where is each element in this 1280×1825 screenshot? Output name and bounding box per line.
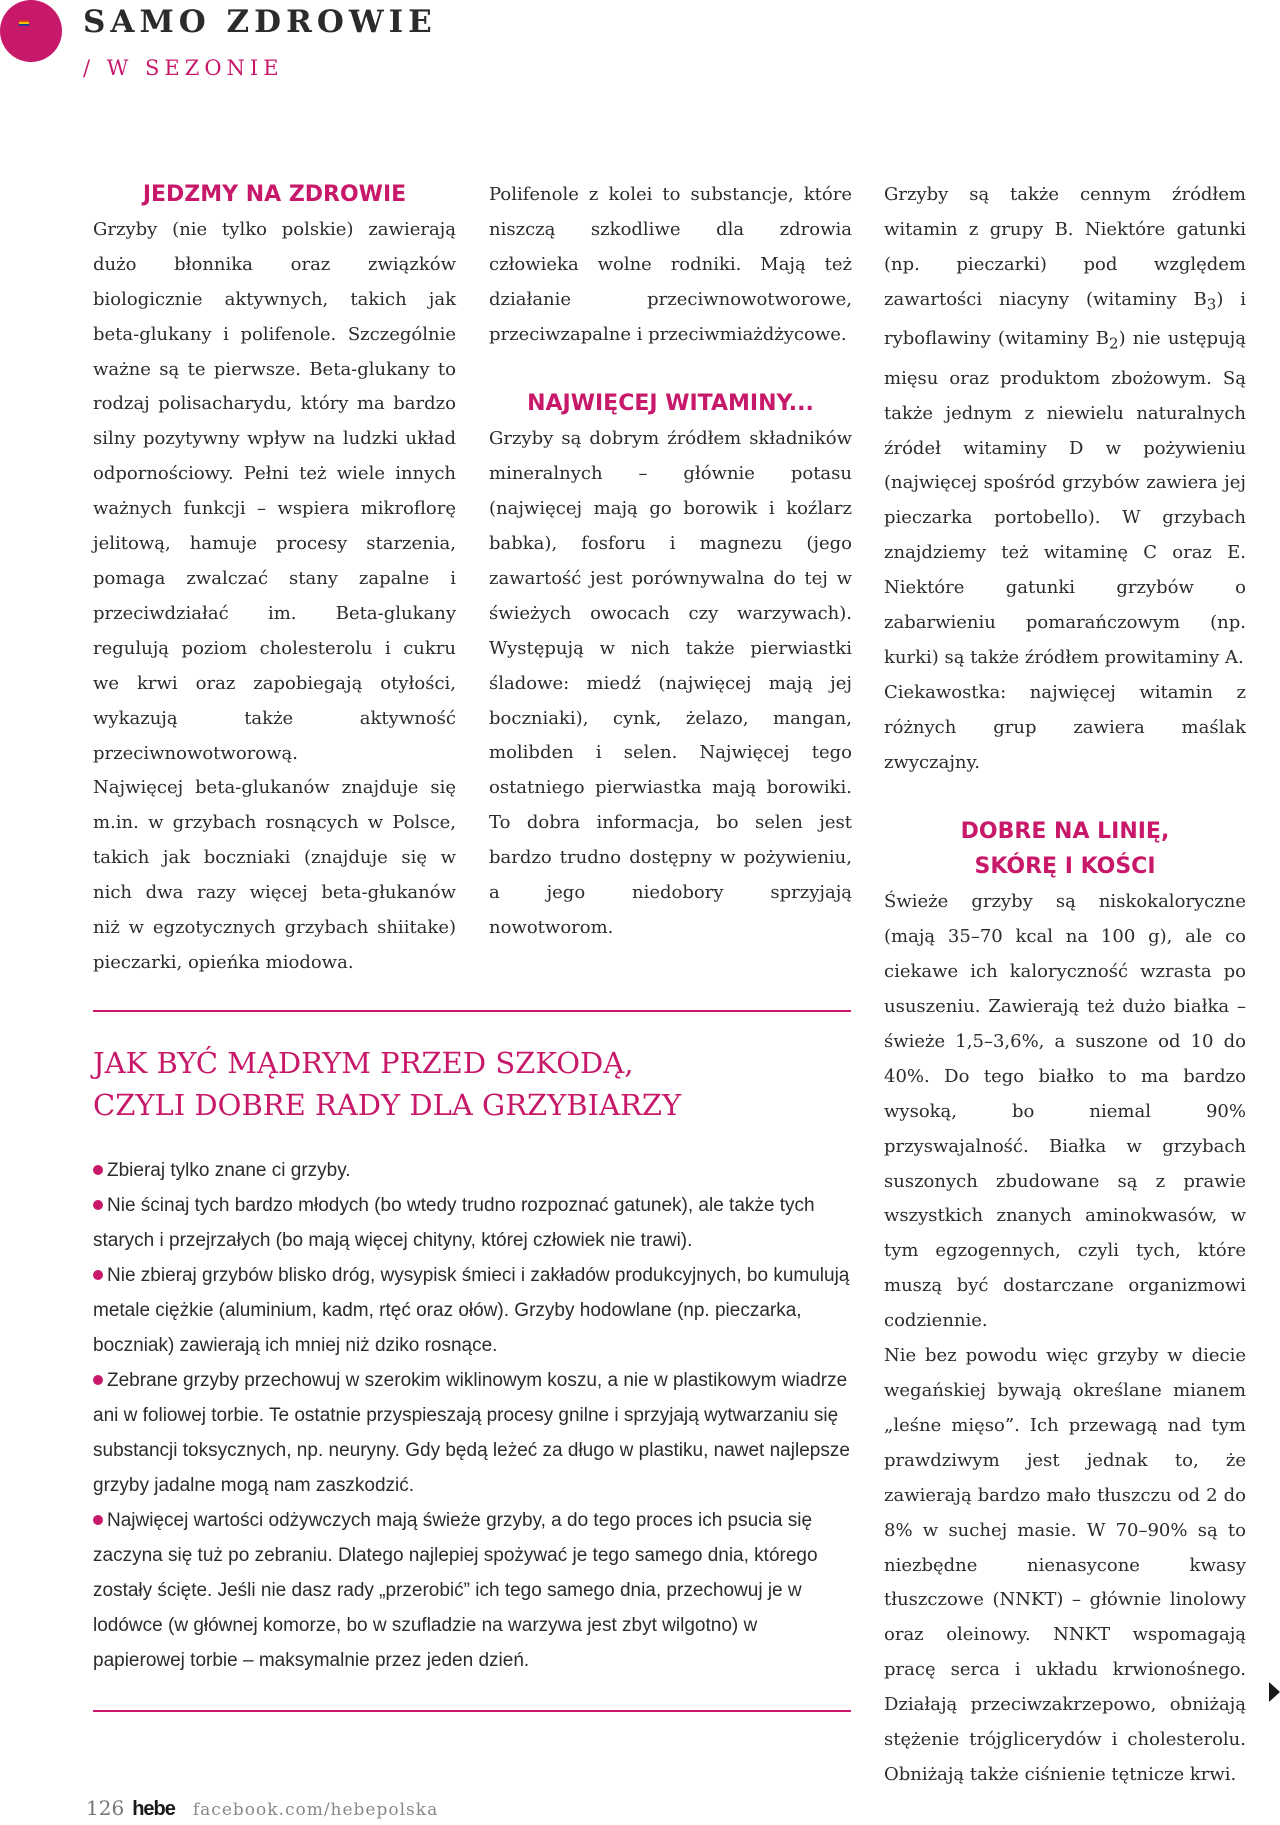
paragraph-ciekawostka: Ciekawostka: najwięcej witamin z różnych grup zawiera maślak zwyczajny. [884,681,1246,773]
section-badge [0,0,62,62]
heading-najwiecej-witaminy: NAJWIĘCEJ WITAMINY... [527,391,814,417]
paragraph: Najwięcej beta-glukanów znajduje się m.in. w grzybach rosnących w Polsce, takich jak boczniaki (znajduje się w nich dwa razy więcej beta-głukanów niż w egzotycznych grzybach shiitake) pieczarki, opieńka miodowa. [93,777,456,973]
paragraph: Świeże grzyby są niskokaloryczne (mają 35–70 kcal na 100 g), ale co ciekawe ich kaloryczność wzrasta po ususzeniu. Zawierają też dużo białka – świeże 1,5–3,6%, a suszone od 10 do 40%. Do tego białko to ma bardzo wysoką, bo niemal 90% przyswajalność. Białka w grzybach suszonych zbudowane są z prawie wszystkich znanych aminokwasów, w tym egzogennych, czyli tych, które muszą być dostarczane organizmowi codziennie. [884,891,1246,1332]
paragraph: Grzyby są także cennym źródłem witamin z grupy B. Niektóre gatunki (np. pieczarki) pod względem zawartości niacyny (witaminy $B_3$) i ryboflawiny (witaminy $B_2$) nie ustępują mięsu oraz produktom zbożowym. Są także jednym z niewielu naturalnych źródeł witaminy D w pożywieniu (najwięcej spośród grzybów zawiera jej pieczarka portobello). W grzybach znajdziemy też witaminę C oraz E. Niektóre gatunki grzybów o zabarwieniu pomarańczowym (np. kurki) są także źródłem prowitaminy A. [884,184,1246,668]
bullet-icon [93,1375,103,1385]
bullet-icon [93,1200,103,1210]
paragraph: Polifenole z kolei to substancje, które niszczą szkodliwe dla zdrowia człowieka wolne rodniki. Mają też działanie przeciwnowotworowe, przeciwzapalne i przeciwmiażdżycowe. [489,184,852,345]
section-subtitle: / W SEZONIE [83,56,284,80]
list-item: Najwięcej wartości odżywczych mają świeże grzyby, a do tego proces ich psucia się zaczyna się tuż po zebraniu. Dlatego najlepiej spożywać je tego samego dnia, którego zostały ścięte. Jeśli nie dasz rady „przerobić” ich tego samego dnia, przechowuj je w lodówce (w głównej komorze, bo w szufladzie na warzywa jest zbyt wilgotno) w papierowej torbie – maksymalnie przez jeden dzień. [93,1510,818,1671]
bullet-icon [93,1270,103,1280]
bullet-icon [93,1515,103,1525]
page-footer [86,1796,438,1821]
paragraph: Nie bez powodu więc grzyby w diecie wegańskiej bywają określane mianem „leśne mięso”. Ich przewagą nad tym prawdziwym jest jednak to, że zawierają bardzo mało tłuszczu od 2 do 8% w suchej masie. W 70–90% są to niezbędne nienasycone kwasy tłuszczowe (NNKT) – głównie linolowy oraz oleinowy. NNKT wspomagają pracę serca i układu krwionośnego. Działają przeciwzakrzepowo, obniżają stężenie trójglicerydów i cholesterolu. Obniżają także ciśnienie tętnicze krwi. [884,1345,1246,1785]
paragraph: Grzyby są dobrym źródłem składników mineralnych – głównie potasu (najwięcej mają go borowik i koźlarz babka), fosforu i magnezu (jego zawartość jest porównywalna do tej w świeżych owocach czy warzywach). Występują w nich także pierwiastki śladowe: miedź (najwięcej mają jej boczniaki), cynk, żelazo, mangan, molibden i selen. Najwięcej tego ostatniego pierwiastka mają borowiki. To dobra informacja, bo selen jest bardzo trudno dostępny w pożywieniu, a jego niedobory sprzyjają nowotworom. [489,428,852,939]
column-2 [489,178,852,946]
column-3 [884,178,1246,1793]
list-item: Zebrane grzyby przechowuj w szerokim wiklinowym koszu, a nie w plastikowym wiadrze ani w foliowej torbie. Te ostatnie przyspieszają procesy gnilne i sprzyjają wytwarzaniu się substancji toksycznych, np. neuryny. Gdy będą leżeć za długo w plastiku, nawet najlepsze grzyby jadalne mogą nam zaszkodzić. [93,1370,850,1496]
paragraph: Grzyby (nie tylko polskie) zawierają dużo błonnika oraz związków biologicznie aktywnych, takich jak beta-glukany i polifenole. Szczególnie ważne są te pierwsze. Beta-glukany to rodzaj polisacharydu, który ma bardzo silny pozytywny wpływ na ludzki układ odpornościowy. Pełni też wiele innych ważnych funkcji – wspiera mikroflorę jelitową, hamuje procesy starzenia, pomaga zwalczać stany zapalne i przeciwdziałać im. Beta-glukany regulują poziom cholesterolu i cukru we krwi oraz zapobiegają otyłości, wykazują także aktywność przeciwnowotworową. [93,218,456,764]
column-1 [93,178,456,981]
list-item: Zbieraj tylko znane ci grzyby. [93,1153,851,1188]
heading-jedzmy-na-zdrowie: JEDZMY NA ZDROWIE [142,182,407,207]
divider [93,1710,851,1712]
divider [93,1010,851,1012]
tips-list [93,1153,851,1678]
facebook-link[interactable]: facebook.com/hebepolska [192,1800,439,1820]
bullet-icon [93,1165,103,1175]
list-item: Nie ścinaj tych bardzo młodych (bo wtedy trudno rozpoznać gatunek), ale także tych starych i przejrzałych (bo mają więcej chityny, której człowiek nie trawi). [93,1195,815,1251]
page-number: 126 [86,1796,125,1820]
brand-logo: hebe [132,1798,175,1820]
list-item: Nie zbieraj grzybów blisko dróg, wysypisk śmieci i zakładów produkcyjnych, bo kumulują metale ciężkie (aluminium, kadm, rtęć oraz ołów). Grzyby hodowlane (np. pieczarka, boczniak) zawierają ich mniej niż dziko rosnące. [93,1265,850,1356]
heading-dobre-na-linie: DOBRE NA LINIĘ, SKÓRĘ I KOŚCI [960,819,1170,880]
next-page-arrow-icon[interactable] [1269,1682,1280,1702]
tips-title: JAK BYĆ MĄDRYM PRZED SZKODĄ, CZYLI DOBRE RADY DLA GRZYBIARZY [93,1046,682,1122]
section-title: SAMO ZDROWIE [83,4,437,40]
flag-badge-icon [19,20,29,27]
